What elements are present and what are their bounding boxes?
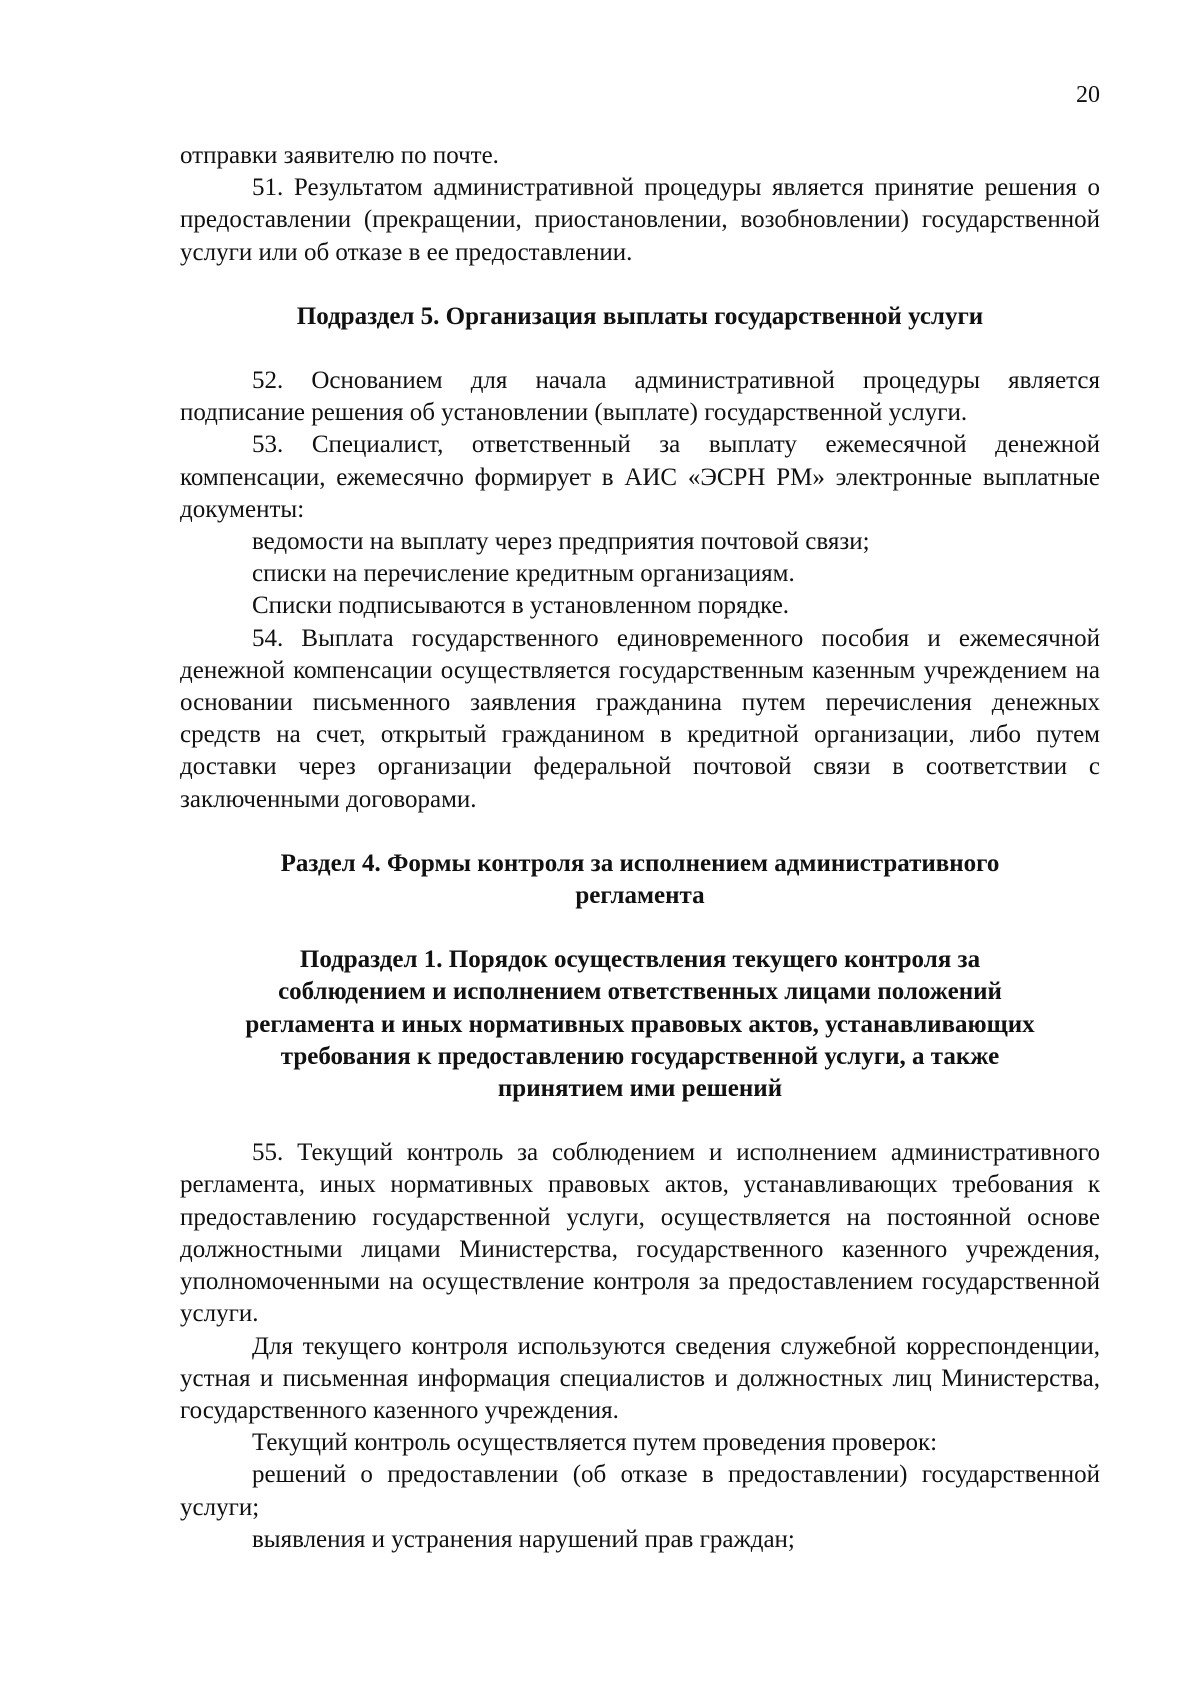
subsection-1-heading-line: требования к предоставлению государственной услуги, а также — [280, 1042, 1000, 1070]
subsection-1-heading-line: принятием ими решений — [497, 1075, 783, 1103]
paragraph-54: 54. Выплата государственного единовременного пособия и ежемесячной денежной компенсации осуществляется государственным казенным учреждением на основании письменного заявления гражданина путем перечисления денежных средств на счет, открытый гражданином в кредитной организации, либо путем доставки через организации федеральной почтовой связи в соответствии с заключенными договорами. — [180, 624, 1100, 813]
paragraph: Списки подписываются в установленном порядке. — [252, 592, 790, 620]
list-item: ведомости на выплату через предприятия почтовой связи; — [252, 528, 870, 556]
list-item: решений о предоставлении (об отказе в предоставлении) государственной услуги; — [180, 1461, 1100, 1521]
list-item: выявления и устранения нарушений прав граждан; — [252, 1525, 795, 1553]
paragraph: Текущий контроль осуществляется путем проведения проверок: — [252, 1429, 938, 1457]
paragraph-52: 52. Основанием для начала административной процедуры является подписание решения об установлении (выплате) государственной услуги. — [180, 367, 1100, 427]
subsection-1-heading-line: соблюдением и исполнением ответственных лицами положений — [278, 978, 1002, 1006]
paragraph-51: 51. Результатом административной процедуры является принятие решения о предоставлении (прекращении, приостановлении, возобновлении) государственной услуги или об отказе в ее предоставлении. — [180, 174, 1100, 266]
list-item: списки на перечисление кредитным организациям. — [252, 560, 795, 588]
subsection-5-heading: Подраздел 5. Организация выплаты государственной услуги — [296, 302, 984, 330]
section-4-heading-line: регламента — [575, 882, 705, 910]
document-body — [180, 140, 1100, 1556]
subsection-1-heading-line: Подраздел 1. Порядок осуществления текущего контроля за — [299, 946, 981, 974]
section-4-heading-line: Раздел 4. Формы контроля за исполнением административного — [280, 849, 1000, 877]
subsection-1-heading-line: регламента и иных нормативных правовых актов, устанавливающих — [245, 1010, 1035, 1038]
page-number: 20 — [1076, 82, 1100, 108]
paragraph-53: 53. Специалист, ответственный за выплату ежемесячной денежной компенсации, ежемесячно формирует в АИС «ЭСРН РМ» электронные выплатные документы: — [180, 431, 1100, 523]
paragraph: отправки заявителю по почте. — [180, 142, 499, 169]
paragraph-55: 55. Текущий контроль за соблюдением и исполнением административного регламента, иных нормативных правовых актов, устанавливающих требования к предоставлению государственной услуги, осуществляется на постоянной основе должностными лицами Министерства, государственного казенного учреждения, уполномоченными на осуществление контроля за предоставлением государственной услуги. — [180, 1139, 1100, 1328]
paragraph: Для текущего контроля используются сведения служебной корреспонденции, устная и письменная информация специалистов и должностных лиц Министерства, государственного казенного учреждения. — [180, 1332, 1100, 1424]
